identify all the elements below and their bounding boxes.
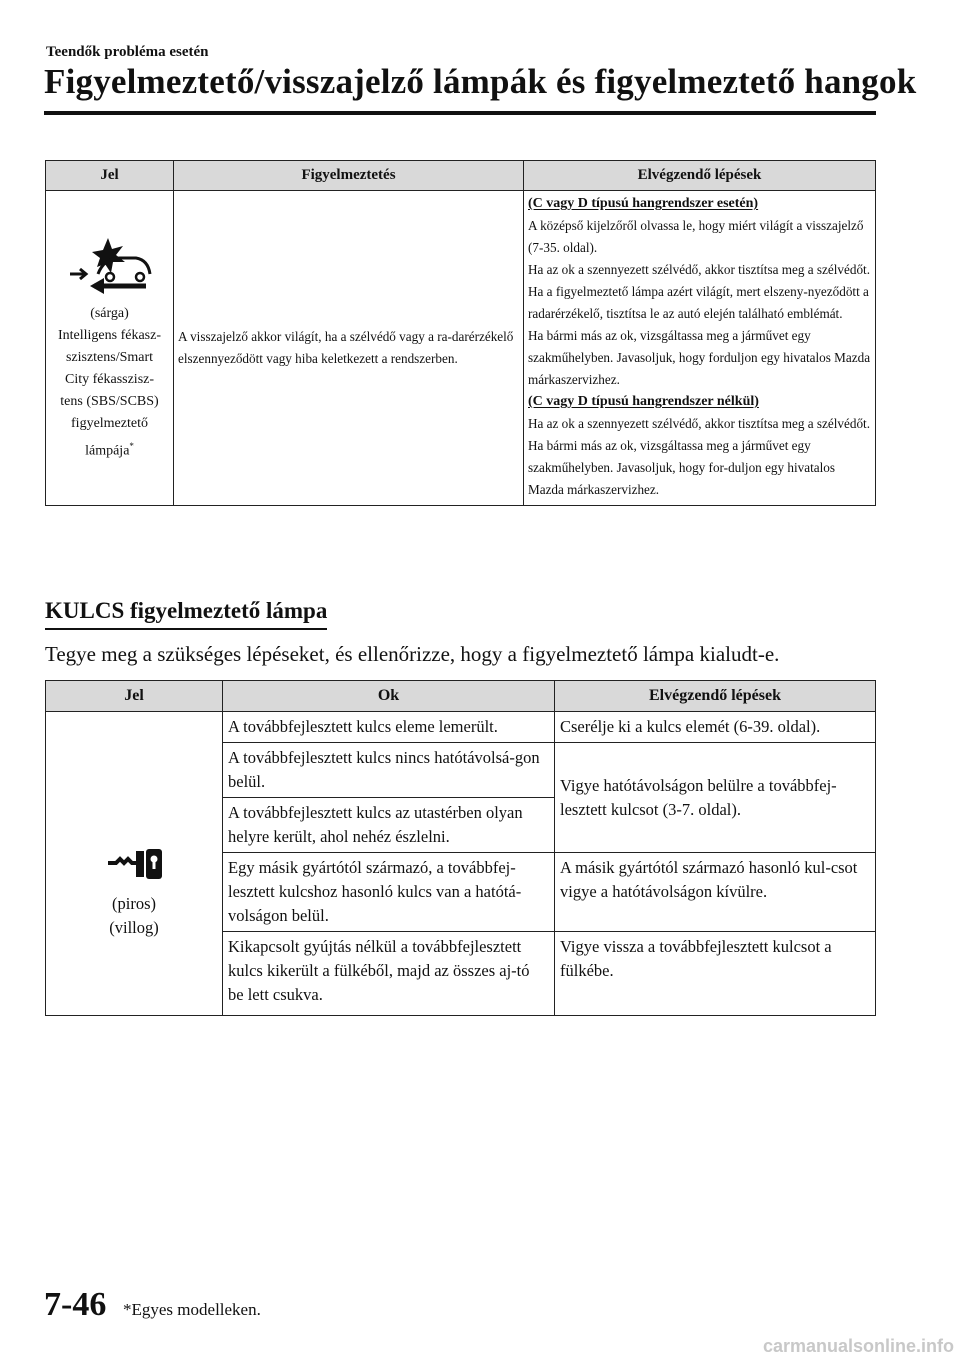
header-jel: Jel <box>46 161 174 191</box>
key-warning-heading: KULCS figyelmeztető lámpa <box>45 598 327 630</box>
symbol-line: szisztens/Smart <box>65 349 154 365</box>
cause-cell: A továbbfejlesztett kulcs nincs hatótávolsá-gon belül. <box>223 743 555 798</box>
symbol-line: tens (SBS/SCBS) <box>60 393 159 409</box>
table-row <box>46 712 876 743</box>
key-warning-icon <box>102 845 166 892</box>
step-paragraph: A középső kijelzőről olvassa le, hogy miért világít a visszajelző (7-35. oldal). <box>528 218 864 255</box>
cause-cell: Kikapcsolt gyújtás nélkül a továbbfejlesztett kulcs kikerült a fülkéből, majd az összes aj-tó be lett csukva. <box>223 932 555 1016</box>
symbol-description <box>48 303 171 463</box>
table-row <box>46 191 876 506</box>
symbol-cell <box>46 191 174 506</box>
header-lepesek: Elvégzendő lépések <box>555 681 876 712</box>
sbs-scbs-warning-icon <box>64 234 156 303</box>
symbol-line: Intelligens fékasz- <box>57 327 161 343</box>
symbol-line-text: lámpája <box>85 443 130 459</box>
section-label: Teendők probléma esetén <box>46 44 209 60</box>
footnote-asterisk: * <box>129 440 134 451</box>
footnote: *Egyes modelleken. <box>123 1300 261 1319</box>
watermark: carmanualsonline.info <box>762 1336 954 1356</box>
steps-cell <box>524 191 876 506</box>
symbol-line: figyelmeztető <box>71 415 148 431</box>
condition-heading: (C vagy D típusú hangrendszer nélkül) <box>528 394 759 409</box>
key-warning-intro: Tegye meg a szükséges lépéseket, és ellenőrizze, hogy a figyelmeztető lámpa kialudt-e. <box>45 642 780 666</box>
page-title: Figyelmeztető/visszajelző lámpák és figyelmeztető hangok <box>44 62 917 101</box>
header-jel: Jel <box>46 681 223 712</box>
step-paragraph: Ha a figyelmeztető lámpa azért világít, mert elszeny-nyeződött a radarérzékelő, tisztítsa le az autó elején található emblémát. <box>528 284 869 321</box>
symbol-color: (piros) <box>112 893 156 913</box>
table-header-row <box>46 681 876 712</box>
step-paragraph: Ha az ok a szennyezett szélvédő, akkor tisztítsa meg a szélvédőt. Ha bármi más az ok, vizsgáltassa meg a járművet egy szakműhelyben. Javasoljuk, hogy for-duljon egy hivatalos Mazda márkaszervizhez. <box>528 416 871 497</box>
cause-cell: A továbbfejlesztett kulcs az utastérben olyan helyre került, ahol nehéz észlelni. <box>223 798 555 853</box>
step-paragraph: Ha az ok a szennyezett szélvédő, akkor tisztítsa meg a szélvédőt. <box>528 262 871 277</box>
action-cell: Vigye vissza a továbbfejlesztett kulcsot a fülkébe. <box>555 932 876 1016</box>
cause-cell: Egy másik gyártótól származó, a továbbfej-lesztett kulcshoz hasonló kulcs van a hatótá-volságon belül. <box>223 853 555 932</box>
symbol-cell <box>46 712 223 1016</box>
sbs-warning-table <box>45 160 876 506</box>
key-warning-table <box>45 680 876 1016</box>
symbol-state: (villog) <box>109 917 159 937</box>
header-figyelmeztetes: Figyelmeztetés <box>174 161 524 191</box>
cause-cell: A továbbfejlesztett kulcs eleme lemerült. <box>223 712 555 743</box>
header-ok: Ok <box>223 681 555 712</box>
action-cell: Cserélje ki a kulcs elemét (6-39. oldal). <box>555 712 876 743</box>
warning-cell: A visszajelző akkor világít, ha a szélvédő vagy a ra-darérzékelő elszennyeződött vagy hiba keletkezett a rendszerben. <box>174 191 524 506</box>
page-number: 7-46 <box>44 1286 107 1323</box>
action-cell: A másik gyártótól származó hasonló kul-csot vigye a hatótávolságon kívülre. <box>555 853 876 932</box>
action-cell: Vigye hatótávolságon belülre a továbbfej-lesztett kulcsot (3-7. oldal). <box>555 743 876 853</box>
symbol-color: (sárga) <box>90 305 129 321</box>
condition-heading: (C vagy D típusú hangrendszer esetén) <box>528 196 759 211</box>
symbol-line <box>48 435 171 463</box>
header-lepesek: Elvégzendő lépések <box>524 161 876 191</box>
step-paragraph: Ha bármi más az ok, vizsgáltassa meg a járművet egy szakműhelyben. Javasoljuk, hogy forduljon egy hivatalos Mazda márkaszervizhez. <box>528 328 871 387</box>
symbol-description <box>51 892 217 940</box>
table-header-row <box>46 161 876 191</box>
symbol-line: City fékasszisz- <box>64 371 155 387</box>
title-rule <box>44 111 876 115</box>
